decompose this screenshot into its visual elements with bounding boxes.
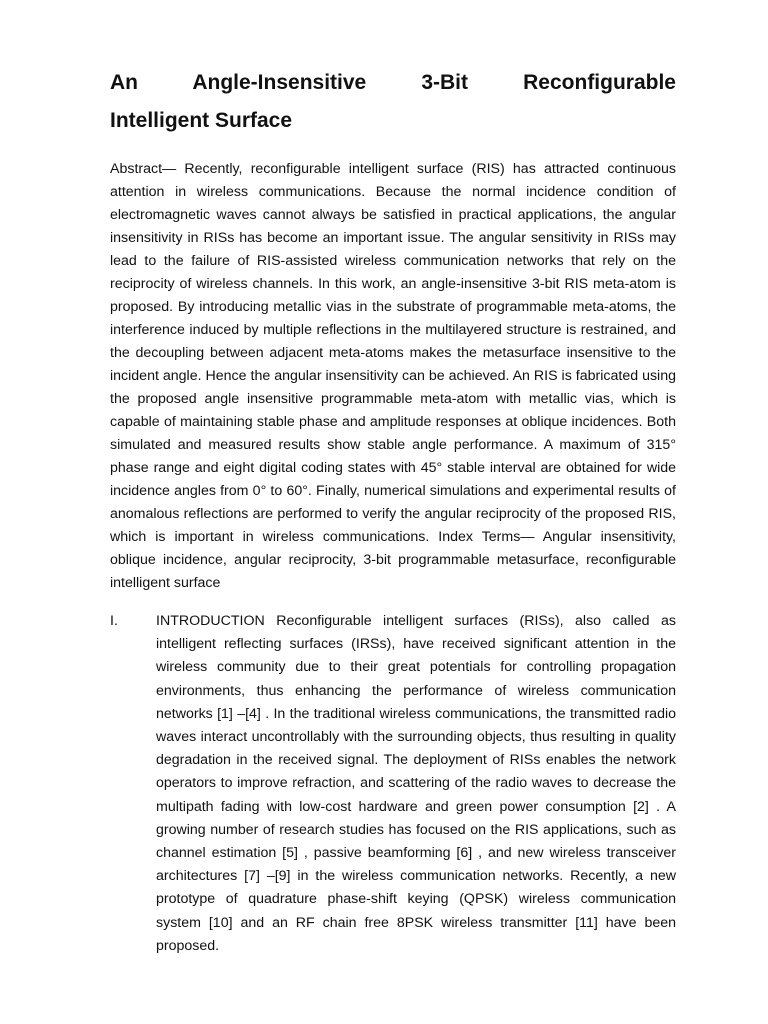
abstract-paragraph: Abstract— Recently, reconfigurable intelligent surface (RIS) has attracted continuous attention in wireless communications. Because the normal incidence condition of electromagnetic waves cannot always be satisfied in practical applications, the angular insensitivity in RISs has become an important issue. The angular sensitivity in RISs may lead to the failure of RIS-assisted wireless communication networks that rely on the reciprocity of wireless channels. In this work, an angle-insensitive 3-bit RIS meta-atom is proposed. By introducing metallic vias in the substrate of programmable meta-atoms, the interference induced by multiple reflections in the multilayered structure is restrained, and the decoupling between adjacent meta-atoms makes the metasurface insensitive to the incident angle. Hence the angular insensitivity can be achieved. An RIS is fabricated using the proposed angle insensitive programmable meta-atom with metallic vias, which is capable of maintaining stable phase and amplitude responses at oblique incidences. Both simulated and measured results show stable angle performance. A maximum of 315° phase range and eight digital coding states with 45° stable interval are obtained for wide incidence angles from 0° to 60°. Finally, numerical simulations and experimental results of anomalous reflections are performed to verify the angular reciprocity of the proposed RIS, which is important in wireless communications. Index Terms— Angular insensitivity, oblique incidence, angular reciprocity, 3-bit programmable metasurface, reconfigurable intelligent surface [110,161,676,591]
paper-title-line-2: Intelligent Surface [110,109,293,132]
introduction-section [110,610,676,958]
introduction-paragraph: INTRODUCTION Reconfigurable intelligent surfaces (RISs), also called as intelligent reflecting surfaces (IRSs), have received significant attention in the wireless community due to their great potentials for controlling propagation environments, thus enhancing the performance of wireless communication networks [1] –[4] . In the traditional wireless communications, the transmitted radio waves interact uncontrollably with the surrounding objects, thus resulting in quality degradation in the received signal. The deployment of RISs enables the network operators to improve refraction, and scattering of the radio waves to decrease the multipath fading with low-cost hardware and green power consumption [2] . A growing number of research studies has focused on the RIS applications, such as channel estimation [5] , passive beamforming [6] , and new wireless transceiver architectures [7] –[9] in the wireless communication networks. Recently, a new prototype of quadrature phase-shift keying (QPSK) wireless communication system [10] and an RF chain free 8PSK wireless transmitter [11] have been proposed. [156,613,676,954]
section-number: I. [110,613,118,629]
paper-title-line-1: An Angle-Insensitive 3-Bit Reconfigurable [110,71,676,94]
paper-page [110,64,676,958]
paper-title [110,64,676,140]
